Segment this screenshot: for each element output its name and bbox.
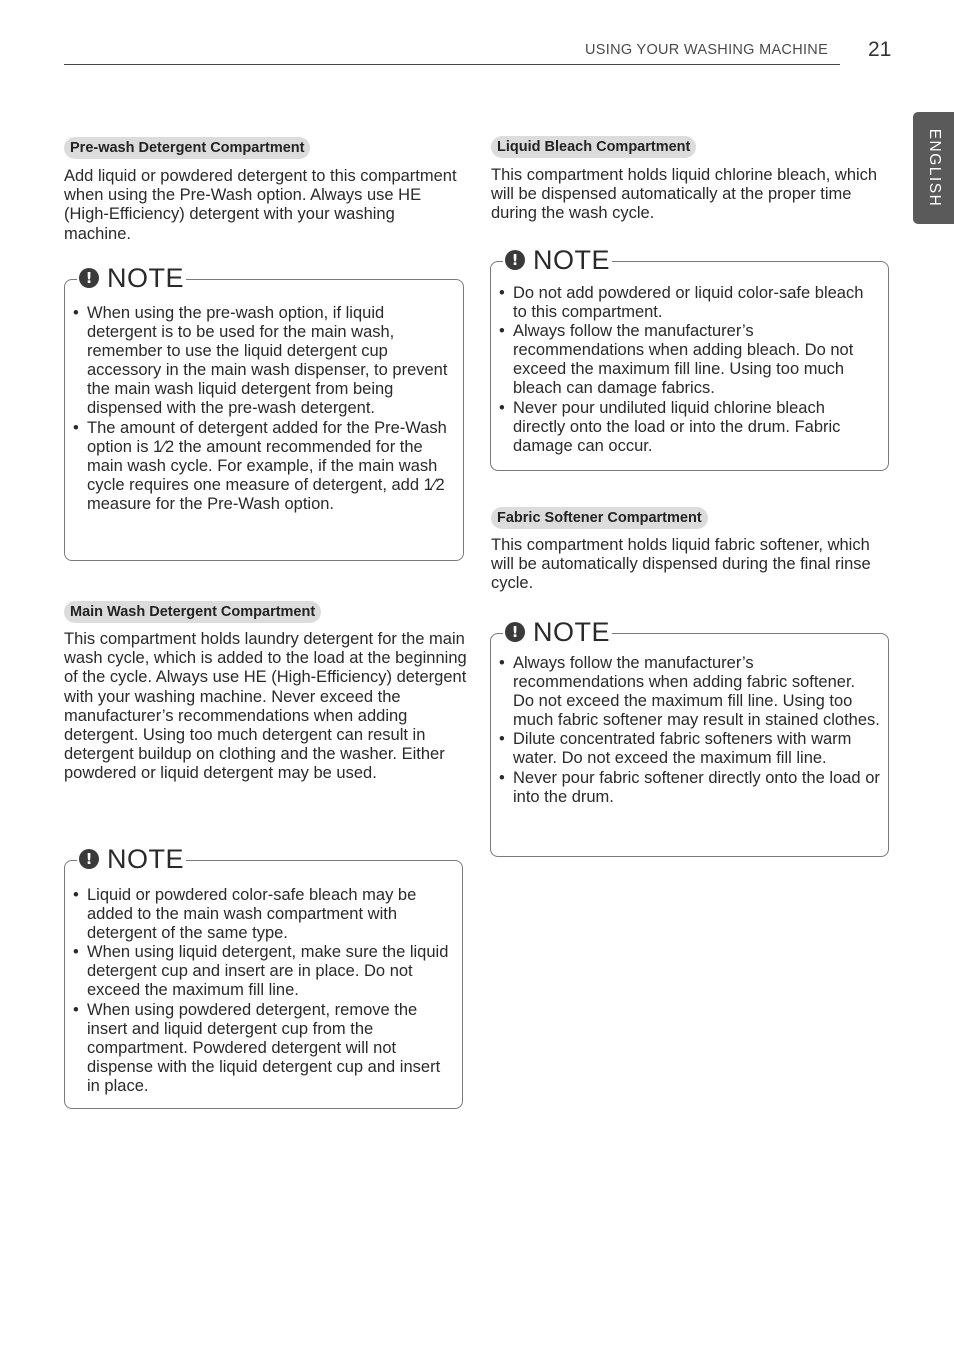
note-list [499,654,880,807]
list-item: • Never pour fabric softener directly onto the load or into the drum. [499,769,880,807]
softener-note [490,616,889,857]
bleach-note [490,244,889,471]
note-title: NOTE [107,843,185,874]
prewash-heading: Pre-wash Detergent Compartment [64,137,310,159]
note-list [499,284,880,456]
exclamation-icon: ! [79,268,99,288]
note-header [503,617,612,647]
list-item: • When using powdered detergent, remove the insert and liquid detergent cup from the compartment. Powdered detergent will not dispense with the liquid detergent cup and insert in place. [73,1001,454,1096]
list-item: • When using liquid detergent, make sure the liquid detergent cup and insert are in place. Do not exceed the maximum fill line. [73,943,454,1000]
list-item: • Do not add powdered or liquid color-safe bleach to this compartment. [499,284,880,322]
note-header [77,263,186,293]
bleach-text: This compartment holds liquid chlorine bleach, which will be dispensed automatically at the proper time during the wash cycle. [491,166,878,223]
note-list [73,886,454,1096]
running-header: USING YOUR WASHING MACHINE [585,42,829,58]
list-item: • Never pour undiluted liquid chlorine bleach directly onto the load or into the drum. Fabric damage can occur. [499,399,880,456]
page-number: 21 [868,38,892,61]
prewash-text: Add liquid or powdered detergent to this compartment when using the Pre-Wash option. Always use HE (High-Efficiency) detergent with your washing machine. [64,167,457,243]
note-list [73,304,455,514]
prewash-note [64,262,464,561]
note-title: NOTE [533,616,611,647]
list-item: • Always follow the manufacturer’s recommendations when adding bleach. Do not exceed the maximum fill line. Using too much bleach can damage fabrics. [499,322,880,398]
language-tab-label: ENGLISH [925,128,943,208]
exclamation-icon: ! [79,849,99,869]
list-item: • Dilute concentrated fabric softeners with warm water. Do not exceed the maximum fill line. [499,730,880,768]
mainwash-text: This compartment holds laundry detergent for the main wash cycle, which is added to the load at the beginning of the cycle. Always use HE (High-Efficiency) detergent with your washing machine. Never exceed the manufacturer’s recommendations when adding detergent. Using too much detergent can result in detergent buildup on clothing and the washer. Either powdered or liquid detergent may be used. [64,630,467,783]
exclamation-icon: ! [505,622,525,642]
language-tab [913,112,954,224]
softener-heading: Fabric Softener Compartment [491,507,708,529]
mainwash-heading: Main Wash Detergent Compartment [64,601,321,623]
bleach-heading: Liquid Bleach Compartment [491,136,696,158]
note-title: NOTE [533,244,611,275]
list-item: • The amount of detergent added for the Pre-Wash option is 1⁄2 the amount recommended for the main wash cycle. For example, if the main wash cycle requires one measure of detergent, add 1⁄2 measure for the Pre-Wash option. [73,419,455,514]
list-item: • Always follow the manufacturer’s recommendations when adding fabric softener. Do not exceed the maximum fill line. Using too much fabric softener may result in stained clothes. [499,654,880,730]
note-header [503,245,612,275]
mainwash-note [64,843,463,1109]
softener-text: This compartment holds liquid fabric softener, which will be automatically dispensed during the final rinse cycle. [491,536,871,593]
list-item: • When using the pre-wash option, if liquid detergent is to be used for the main wash, remember to use the liquid detergent cup accessory in the main wash dispenser, to prevent the main wash liquid detergent from being dispensed with the pre-wash detergent. [73,304,455,419]
list-item: • Liquid or powdered color-safe bleach may be added to the main wash compartment with detergent of the same type. [73,886,454,943]
note-title: NOTE [107,262,185,293]
header-divider [64,64,840,65]
note-header [77,844,186,874]
exclamation-icon: ! [505,250,525,270]
